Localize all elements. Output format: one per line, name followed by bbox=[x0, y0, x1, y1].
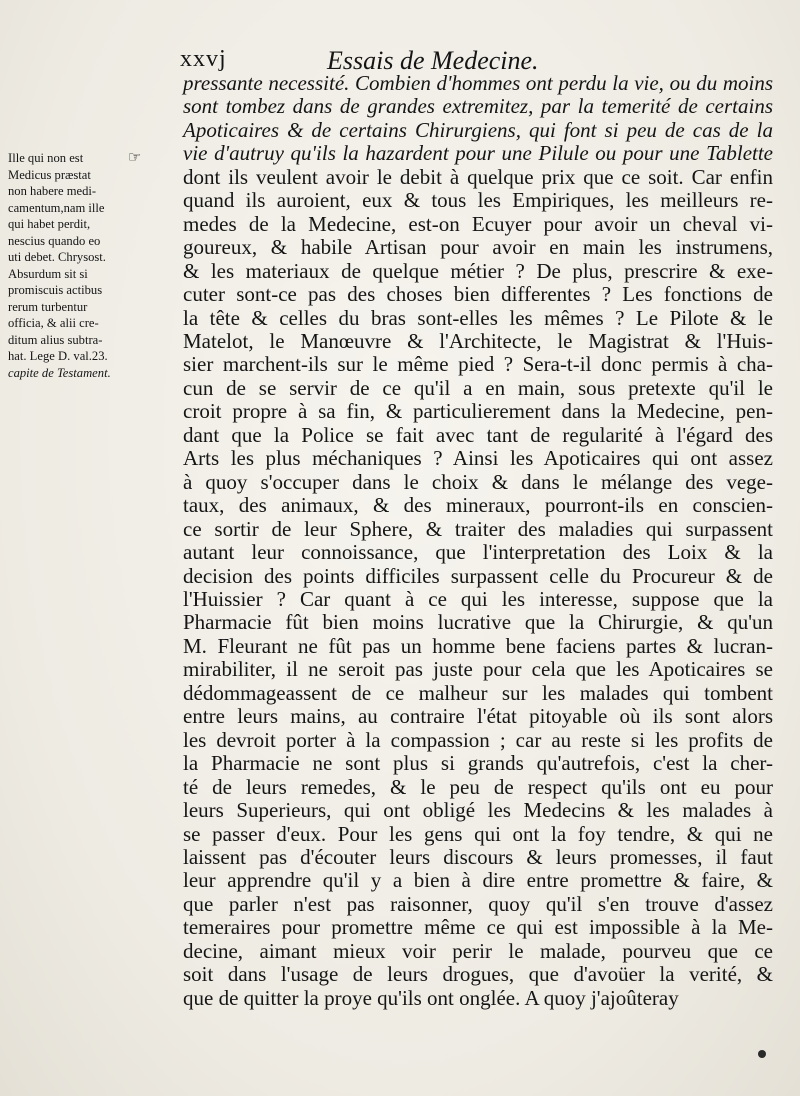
marginal-note-line: Medicus præstat bbox=[8, 167, 91, 182]
text-line: ce sortir de leur Sphere, & traiter des maladies qui surpassent bbox=[183, 516, 773, 541]
text-line: cuter sont-ce pas des choses bien differentes ? Les fonctions de bbox=[183, 282, 773, 307]
text-line: dant que la Police se fait avec tant de regularité à l'égard des bbox=[183, 422, 773, 447]
text-line: goureux, & habile Artisan pour avoir en main les instrumens, bbox=[183, 235, 773, 260]
text-line: à quoy s'occuper dans le choix & dans le mélange des vege- bbox=[183, 469, 773, 494]
text-line: decine, aimant mieux voir perir le malade, pourveu que ce bbox=[183, 938, 773, 963]
text-line: decision des points difficiles surpassent celle du Procureur & de bbox=[183, 563, 773, 588]
text-line: leur apprendre qu'il y a bien à dire entre promettre & faire, & bbox=[183, 868, 773, 893]
marginal-note-line: non habere medi- bbox=[8, 184, 97, 198]
marginal-note-line: Ille qui non est bbox=[8, 151, 84, 165]
marginal-note-line: nescius quando eo bbox=[8, 233, 101, 248]
text-line: pressante necessité. Combien d'hommes ont perdu la vie, ou du moins bbox=[183, 71, 773, 95]
text-line: & les materiaux de quelque métier ? De plus, prescrire & exe- bbox=[183, 258, 773, 283]
text-line: sont tombez dans de grandes extremitez, par la temerité de certains bbox=[183, 94, 773, 119]
text-line: se passer d'eux. Pour les gens qui ont la foy tendre, & qui ne bbox=[183, 821, 773, 846]
text-line: laissent pas d'écouter leurs discours & leurs promesses, il faut bbox=[183, 844, 773, 869]
marginal-note-line: camentum,nam ille bbox=[8, 200, 105, 215]
marginal-note-line: rerum turbentur bbox=[8, 299, 88, 314]
text-line: la Pharmacie ne sont plus si grands qu'autrefois, c'est la cher- bbox=[183, 751, 773, 776]
main-text bbox=[183, 72, 773, 1010]
text-line: M. Fleurant ne fût pas un homme bene faciens partes & lucran- bbox=[183, 633, 773, 658]
marginal-note-line: officia, & alii cre- bbox=[8, 316, 99, 330]
text-line: sier marchent-ils sur le même pied ? Sera-t-il donc permis à cha- bbox=[183, 352, 773, 377]
text-line: les devroit porter à la compassion ; car au reste si les profits de bbox=[183, 727, 773, 752]
text-line: té de leurs remedes, & le peu de respect qu'ils ont eu pour bbox=[183, 774, 773, 799]
text-line: Arts les plus méchaniques ? Ainsi les Apoticaires qui ont assez bbox=[183, 446, 773, 471]
text-line: mirabiliter, il ne seroit pas juste pour cela que les Apoticaires se bbox=[183, 657, 773, 682]
marginal-note-line: promiscuis actibus bbox=[8, 283, 103, 297]
marginal-note-line: Absurdum sit si bbox=[8, 266, 88, 281]
marginal-note-line: capite de Testament. bbox=[8, 365, 111, 380]
text-line: autant leur connoissance, que l'interpretation des Loix & la bbox=[183, 540, 773, 565]
text-line: dédommageassent de ce malheur sur les malades qui tombent bbox=[183, 680, 773, 705]
pointing-hand-icon: ☞ bbox=[128, 148, 142, 166]
text-line: vie d'autruy qu'ils la hazardent pour une Pilule ou pour une Tablette bbox=[183, 141, 773, 166]
text-line: cun de se servir de ce qu'il a en main, sous pretexte qu'il le bbox=[183, 375, 773, 400]
text-line: croit propre à sa fin, & particulierement dans la Medecine, pen- bbox=[183, 399, 773, 424]
running-title: Essais de Medecine. bbox=[327, 46, 539, 75]
marginal-note-line: hat. Lege D. val.23. bbox=[8, 349, 108, 363]
marginal-note-line: uti debet. Chrysost. bbox=[8, 250, 106, 264]
text-line: que de quitter la proye qu'ils ont onglée. A quoy j'ajoûteray bbox=[183, 985, 679, 1010]
marginal-note-line: ditum alius subtra- bbox=[8, 332, 103, 347]
text-line: Pharmacie fût bien moins lucrative que la Chirurgie, & qu'un bbox=[183, 610, 773, 635]
text-line: dont ils veulent avoir le debit à quelque prix que ce soit. Car enfin bbox=[183, 164, 773, 189]
text-line: entre leurs mains, au contraire l'état pitoyable où ils sont alors bbox=[183, 704, 773, 729]
marginal-note-line: qui habet perdit, bbox=[8, 217, 91, 231]
text-line: la tête & celles du bras sont-elles les mêmes ? Le Pilote & le bbox=[183, 305, 773, 330]
text-line: taux, des animaux, & des mineraux, pourront-ils en conscien- bbox=[183, 493, 773, 518]
text-line: soit dans l'usage de leurs drogues, que d'avoüer la verité, & bbox=[183, 962, 773, 987]
text-line: medes de la Medecine, est-on Ecuyer pour avoir un cheval vi- bbox=[183, 211, 773, 236]
text-line: que parler n'est pas raisonner, quoy qu'il s'en trouve d'assez bbox=[183, 891, 773, 916]
text-line: Apoticaires & de certains Chirurgiens, qui font si peu de cas de la bbox=[183, 117, 773, 142]
text-line: quand ils auroient, eux & tous les Empiriques, les meilleurs re- bbox=[183, 188, 773, 213]
text-line: Matelot, le Manœuvre & l'Architecte, le Magistrat & l'Huis- bbox=[183, 328, 773, 353]
text-line: temeraires pour promettre même ce qui est impossible à la Me- bbox=[183, 915, 773, 940]
page-number: xxvj bbox=[180, 46, 227, 72]
text-line: l'Huissier ? Car quant à ce qui les interesse, suppose que la bbox=[183, 586, 773, 611]
text-line: leurs Superieurs, qui ont obligé les Medecins & les malades à bbox=[183, 798, 773, 823]
ink-blot bbox=[758, 1050, 766, 1058]
marginal-note bbox=[8, 150, 178, 381]
